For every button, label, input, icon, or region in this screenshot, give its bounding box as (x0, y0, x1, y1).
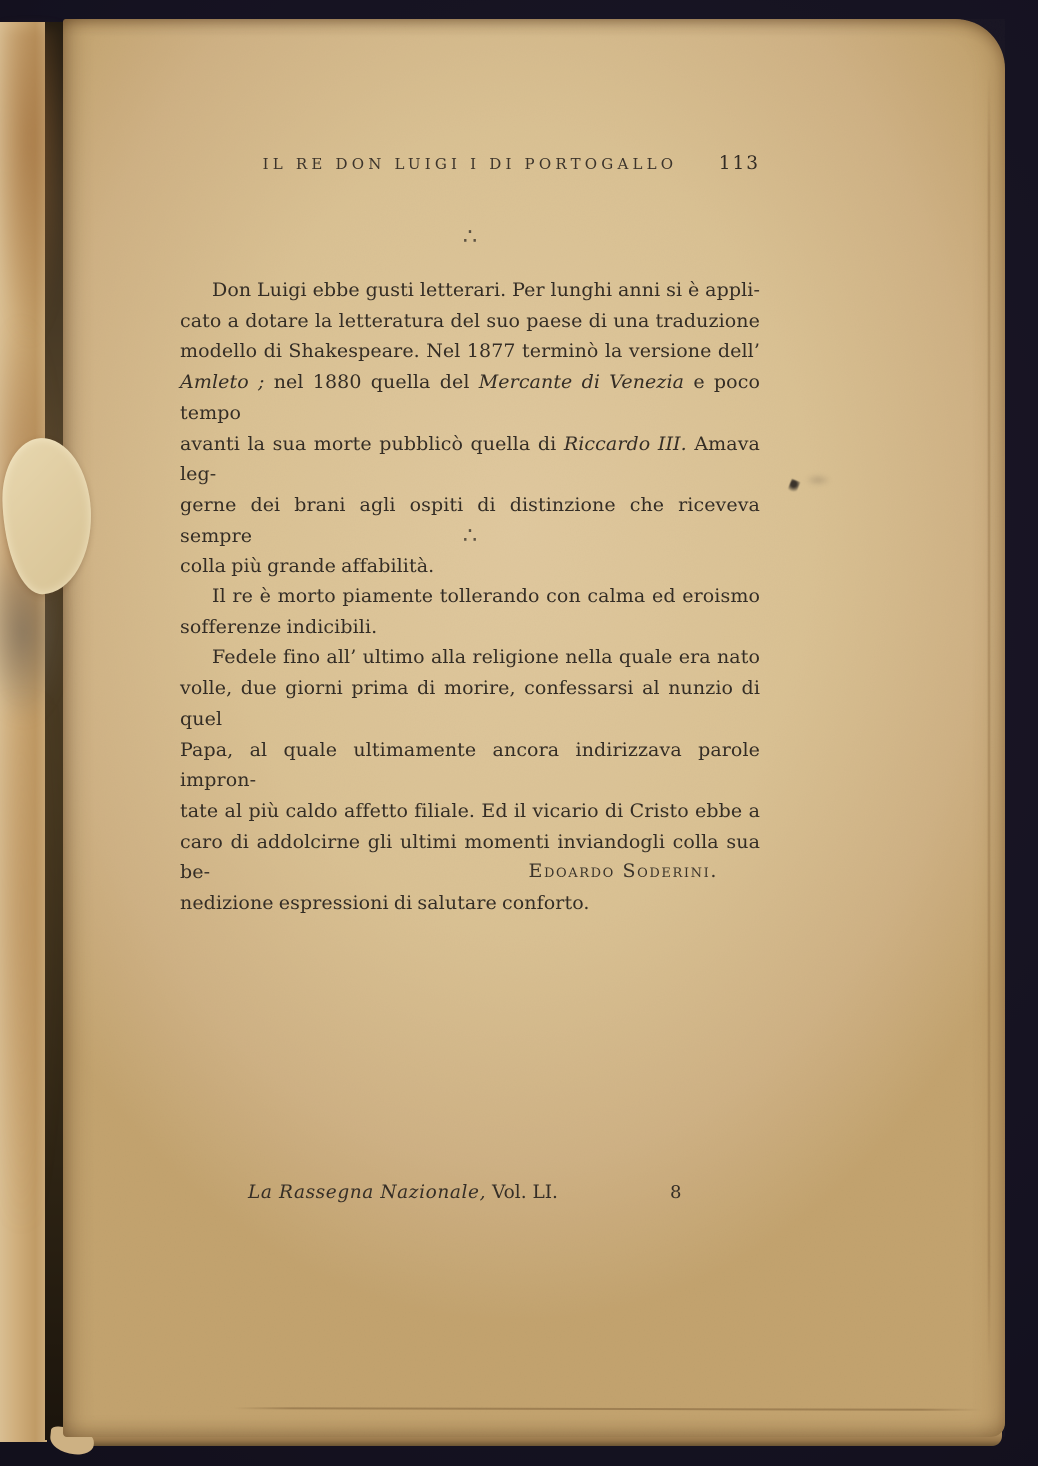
text-run: Amleto ; (180, 371, 265, 394)
text-run: Papa, al quale ultimamente ancora indirizzava parole impron- (180, 738, 760, 792)
text-run: Riccardo III. (563, 432, 687, 455)
page-footer (180, 1182, 760, 1212)
text-run: tate al più caldo affetto filiale. Ed il vicario di Cristo ebbe a (180, 799, 760, 822)
text-line (180, 336, 760, 367)
text-run: Fedele fino all’ ultimo alla religione nella quale era nato (212, 646, 760, 669)
page-edge-crease (988, 75, 990, 1365)
bottom-crease (233, 1407, 981, 1411)
ink-speck (787, 479, 801, 495)
text-line (180, 642, 760, 673)
text-line (180, 673, 760, 734)
asterism-icon: ∴ (462, 224, 478, 250)
gathering-mark: 8 (670, 1182, 682, 1203)
text-run: cato a dotare la letteratura del suo paese di una traduzione (180, 309, 760, 332)
text-run: avanti la sua morte pubblicò quella di (180, 432, 564, 455)
text-line (180, 306, 760, 337)
text-line (180, 551, 760, 582)
text-line (180, 796, 760, 827)
text-run: modello di Shakespeare. Nel 1877 terminò la versione dell’ (180, 340, 760, 363)
running-header (180, 155, 760, 181)
text-run: sofferenze indicibili. (180, 615, 378, 638)
text-line (180, 429, 760, 490)
journal-imprint (248, 1182, 558, 1203)
text-run: Il re è morto piamente tollerando con calma ed eroismo (212, 585, 760, 607)
smudge-mark (805, 474, 831, 486)
text-run: gerne dei brani agli ospiti di distinzione che riceveva sempre (180, 493, 760, 547)
text-run: caro di addolcirne gli ultimi momenti inviandogli colla sua be- (180, 830, 760, 884)
text-run: colla più grande affabilità. (180, 555, 435, 578)
text-line (180, 888, 760, 919)
asterism-icon: ∴ (462, 523, 478, 549)
text-run: volle, due giorni prima di morire, confessarsi al nunzio di quel (180, 677, 760, 730)
text-line (180, 612, 760, 643)
book-page (63, 19, 1005, 1437)
running-header-title: IL RE DON LUIGI I DI PORTOGALLO (262, 155, 678, 173)
text-run: e poco tempo (180, 371, 761, 424)
text-run: nedizione espressioni di salutare conforto. (180, 892, 590, 915)
journal-title: La Rassegna Nazionale, (248, 1182, 487, 1203)
text-line (180, 367, 760, 428)
page-number: 113 (718, 153, 760, 174)
text-line (180, 735, 760, 796)
book-gutter (45, 22, 63, 1440)
text-run: Amava leg- (180, 432, 760, 486)
journal-volume: Vol. LI. (486, 1182, 558, 1203)
text-line (180, 581, 760, 612)
facing-page-stub (0, 22, 47, 1442)
author-signature: Edoardo Soderini. (528, 860, 718, 882)
text-run: Don Luigi ebbe gusti letterari. Per lunghi anni si è appli- (212, 279, 760, 301)
text-line (180, 275, 760, 306)
text-run: nel 1880 quella del (264, 371, 479, 394)
text-run: Mercante di Venezia (478, 371, 685, 394)
